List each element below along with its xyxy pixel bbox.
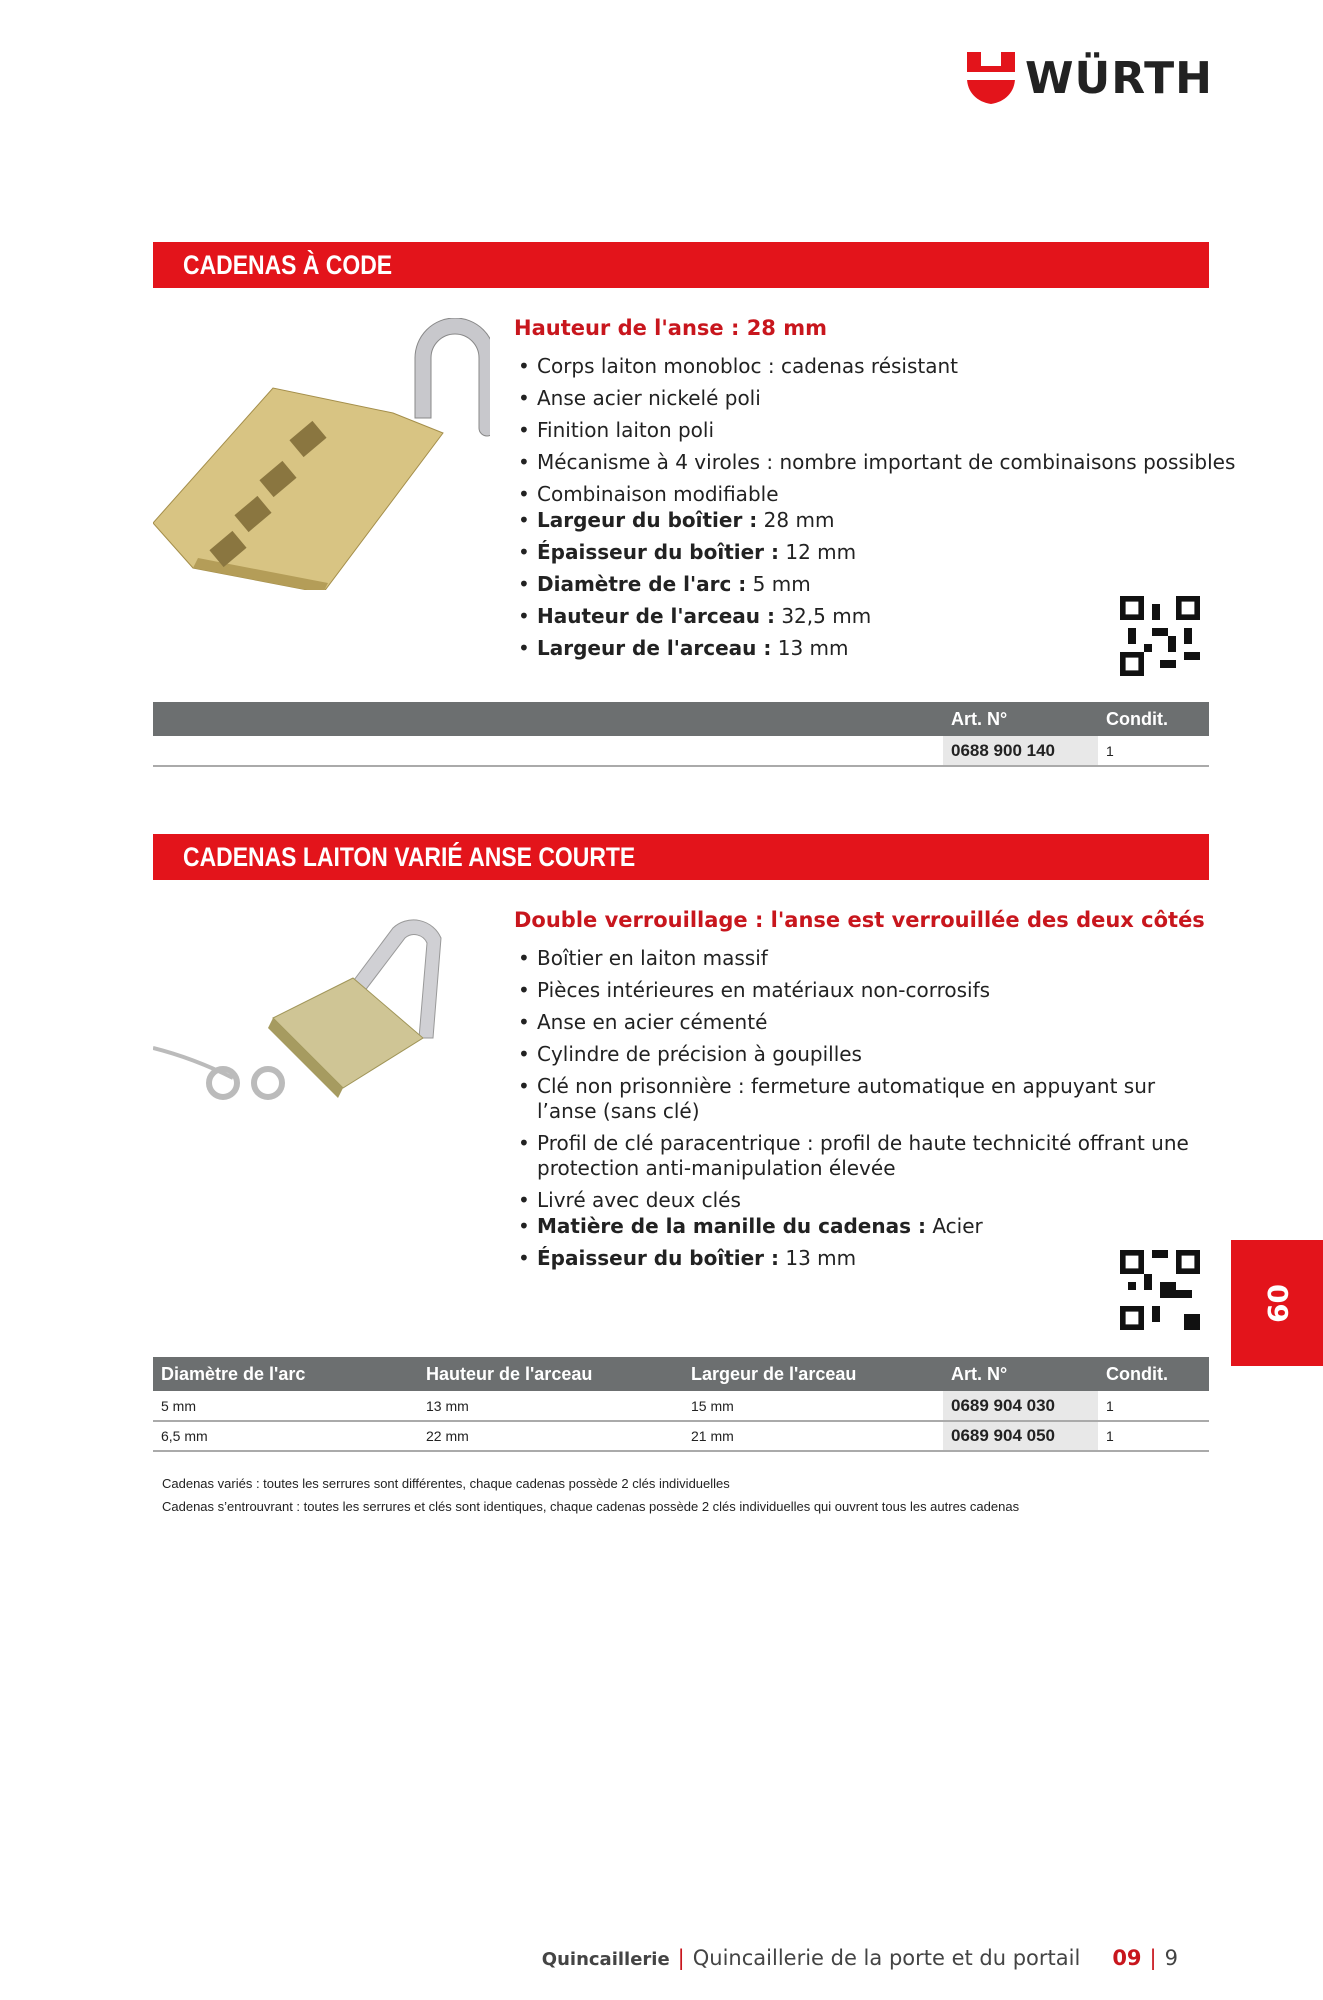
feature-item: • Livré avec deux clés	[518, 1188, 1198, 1213]
feature-item: • Anse en acier cémenté	[518, 1010, 1198, 1035]
spec-item: • Matière de la manille du cadenas : Acier	[518, 1214, 1198, 1239]
spec-item: • Épaisseur du boîtier : 12 mm	[518, 540, 1235, 565]
brass-padlock-image	[153, 908, 490, 1108]
footnote: Cadenas variés : toutes les serrures sont différentes, chaque cadenas possède 2 clés individuelles	[162, 1476, 730, 1491]
feature-item: • Clé non prisonnière : fermeture automatique en appuyant sur l’anse (sans clé)	[518, 1074, 1198, 1124]
feature-item: • Mécanisme à 4 viroles : nombre important de combinaisons possibles	[518, 450, 1235, 475]
feature-list	[518, 946, 1198, 1278]
chapter-number: 09	[1112, 1946, 1142, 1970]
footnotes	[162, 1472, 1019, 1518]
section-title-bar	[153, 834, 1209, 880]
spec-item: • Hauteur de l'arceau : 32,5 mm	[518, 604, 1235, 629]
section-title: CADENAS À CODE	[183, 250, 393, 280]
chapter-tab[interactable]: 09	[1231, 1240, 1323, 1366]
spec-item: • Diamètre de l'arc : 5 mm	[518, 572, 1235, 597]
article-table: Art. N° Condit. 0688 900 140 1	[153, 702, 1209, 767]
wurth-logo-icon	[967, 52, 1015, 104]
feature-item: • Corps laiton monobloc : cadenas résistant	[518, 354, 1235, 379]
table-row: 0688 900 140 1	[153, 736, 1209, 766]
footer-subcategory: Quincaillerie de la porte et du portail	[692, 1946, 1081, 1970]
section-title: CADENAS LAITON VARIÉ ANSE COURTE	[183, 842, 636, 872]
wurth-logo	[967, 52, 1213, 104]
feature-item: • Pièces intérieures en matériaux non-corrosifs	[518, 978, 1198, 1003]
product-heading: Double verrouillage : l'anse est verrouillée des deux côtés	[514, 908, 1205, 932]
table-row: 5 mm 13 mm 15 mm 0689 904 030 1	[153, 1391, 1209, 1421]
page-footer: Quincaillerie | Quincaillerie de la porte et du portail 09 | 9	[541, 1946, 1178, 1970]
feature-item: • Finition laiton poli	[518, 418, 1235, 443]
combination-padlock-image	[153, 318, 490, 590]
table-row: 6,5 mm 22 mm 21 mm 0689 904 050 1	[153, 1421, 1209, 1451]
spec-item: • Épaisseur du boîtier : 13 mm	[518, 1246, 1198, 1271]
footnote: Cadenas s’entrouvrant : toutes les serrures et clés sont identiques, chaque cadenas possède 2 clés individuelles qui ouvrent tous les autres cadenas	[162, 1499, 1020, 1514]
feature-item: • Profil de clé paracentrique : profil de haute technicité offrant une protection anti-manipulation élevée	[518, 1131, 1198, 1181]
footer-category: Quincaillerie	[541, 1949, 670, 1970]
qr-code[interactable]	[1120, 1250, 1200, 1330]
brand-name: WÜRTH	[1025, 52, 1214, 104]
feature-item: • Combinaison modifiable	[518, 482, 1235, 507]
spec-item: • Largeur de l'arceau : 13 mm	[518, 636, 1235, 661]
spec-item: • Largeur du boîtier : 28 mm	[518, 508, 1235, 533]
product-heading: Hauteur de l'anse : 28 mm	[514, 316, 827, 340]
feature-item: • Boîtier en laiton massif	[518, 946, 1198, 971]
feature-item: • Anse acier nickelé poli	[518, 386, 1235, 411]
qr-code[interactable]	[1120, 596, 1200, 676]
feature-item: • Cylindre de précision à goupilles	[518, 1042, 1198, 1067]
article-table: Diamètre de l'arc Hauteur de l'arceau Largeur de l'arceau Art. N° Condit. 5 mm 13 mm 15 mm 0689 904 030 1 6,5 mm 22 mm 21 mm 0689 904 050 1	[153, 1357, 1209, 1452]
section-title-bar	[153, 242, 1209, 288]
page-number: 9	[1164, 1946, 1178, 1970]
